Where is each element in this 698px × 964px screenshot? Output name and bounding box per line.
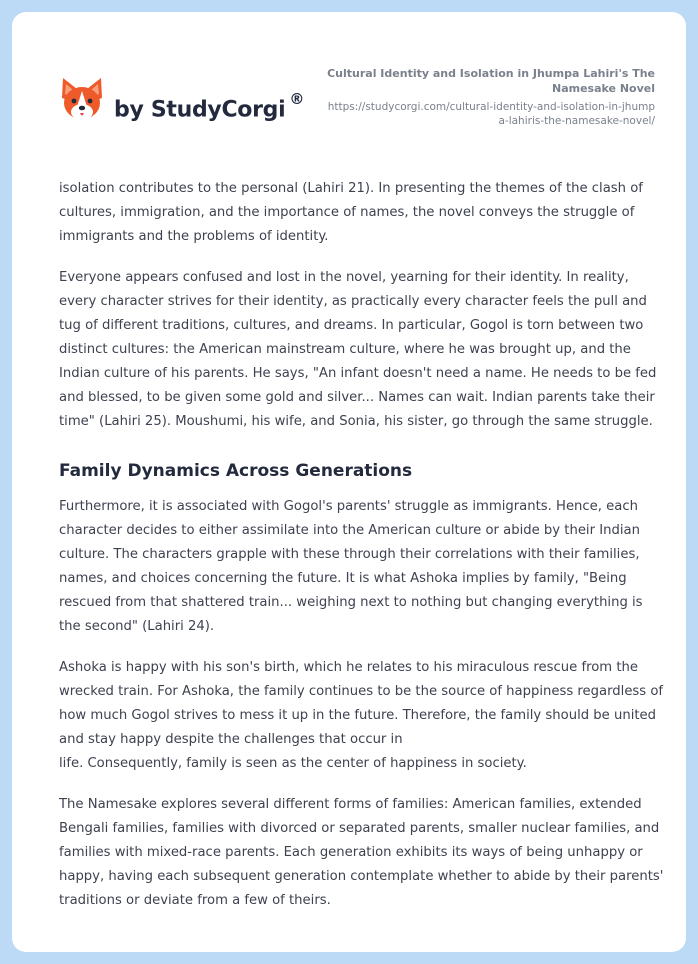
paragraph: isolation contributes to the personal (Lahiri 21). In presenting the themes of the clash of cultures, immigration, and the importance of names, the novel conveys the struggle of immigrants and the problems of identity.: [59, 181, 643, 244]
section-heading: Family Dynamics Across Generations: [59, 461, 413, 481]
page-header: [12, 12, 686, 172]
document-url[interactable]: https://studycorgi.com/cultural-identity-and-isolation-in-jhumpa-lahiris-the-namesake-novel/: [327, 101, 655, 127]
paragraph: [59, 656, 667, 776]
article-content: [59, 177, 667, 930]
document-meta: [325, 66, 655, 128]
paragraph: Everyone appears confused and lost in the novel, yearning for their identity. In reality, every character strives for their identity, as practically every character feels the pull and tug of different traditions, cultures, and dreams. In particular, Gogol is torn between two distinct cultures: the American mainstream culture, where he was brought up, and the Indian culture of his parents. He says, "An infant doesn't need a name. He needs to be fed and blessed, to be given some gold and silver... Names can wait. Indian parents take their time" (Lahiri 25). Moushumi, his wife, and Sonia, his sister, go through the same struggle.: [59, 270, 657, 429]
paragraph-line: Ashoka is happy with his son's birth, which he relates to his miraculous rescue from the wrecked train. For Ashoka, the family continues to be the source of happiness regardless of how much Gogol strives to mess it up in the future. Therefore, the family should be united and stay happy despite the challenges that occur in: [59, 660, 664, 747]
corgi-logo-icon[interactable]: [60, 76, 104, 122]
document-title: Cultural Identity and Isolation in Jhumpa Lahiri's The Namesake Novel: [327, 67, 655, 95]
paragraph: The Namesake explores several different forms of families: American families, extended Bengali families, families with divorced or separated parents, smaller nuclear families, and families with mixed-race parents. Each generation exhibits its ways of being unhappy or happy, having each subsequent generation contemplate whether to abide by their parents' traditions or deviate from a few of theirs.: [59, 797, 664, 908]
paragraph: Furthermore, it is associated with Gogol's parents' struggle as immigrants. Hence, each character decides to either assimilate into the American culture or abide by their Indian culture. The characters grapple with these through their correlations with their families, names, and choices concerning the future. It is what Ashoka implies by family, "Being rescued from that shattered train... weighing next to nothing but changing everything is the second" (Lahiri 24).: [59, 499, 643, 634]
registered-mark: ®: [289, 90, 305, 108]
paragraph-line: life. Consequently, family is seen as the center of happiness in society.: [59, 756, 527, 771]
brand-name[interactable]: by StudyCorgi ®: [114, 90, 305, 123]
page-card: [12, 12, 686, 952]
